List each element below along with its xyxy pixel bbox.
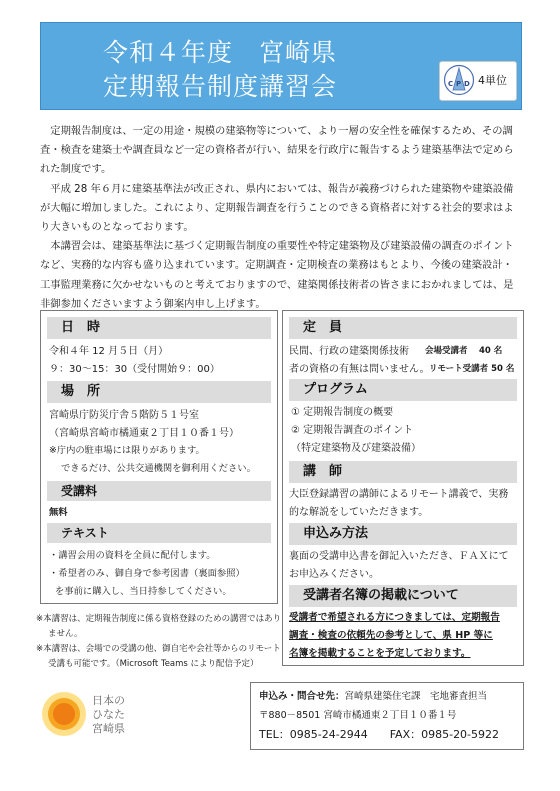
cpd-units: 4単位 xyxy=(478,74,507,87)
program-item-3: （特定建築物及び建築設備） xyxy=(291,443,421,454)
text-line-3: を事前に購入し、当日持参してください。 xyxy=(55,586,232,597)
roster-heading: 受講者名簿の掲載について xyxy=(289,585,517,607)
place-line-2: （宮崎県宮崎市橘通東２丁目１０番１号） xyxy=(49,428,239,439)
venue-capacity: 会場受講者 40 名 xyxy=(425,346,503,356)
place-line-1: 宮崎県庁防災庁舎５階防５１号室 xyxy=(49,410,199,421)
title-line-2: 定期報告制度講習会 xyxy=(103,72,338,101)
intro-paragraph-3: 本講習会は、建築基準法に基づく定期報告制度の重要性や特定建築物及び建築設備の調査のポイントなど、実務的な内容も盛り込まれています。定期調査・定期検査の業務はもとより、今後の建築設計・工事監理業務に欠かせないものと考えておりますので、建築関係技術者の皆さまにおかれましては、是非御参加くださいますよう御案内申し上げます。 xyxy=(40,240,514,310)
intro-text xyxy=(40,122,522,314)
date-line-2: ９：30～15：30（受付開始９：00） xyxy=(49,364,220,375)
sun-logo-icon xyxy=(40,690,88,738)
svg-text:D: D xyxy=(464,80,470,88)
footnotes xyxy=(36,612,286,672)
capacity-line-2: 者の資格の有無は問いません。 xyxy=(289,364,430,375)
left-info-panel xyxy=(40,310,278,604)
fee-heading: 受講料 xyxy=(47,481,271,501)
date-heading: 日 時 xyxy=(47,317,271,339)
capacity-line-1: 民間、行政の建築関係技術 xyxy=(289,346,409,357)
svg-text:C: C xyxy=(448,80,454,88)
fee-value: 無料 xyxy=(49,507,68,518)
intro-paragraph-1: 定期報告制度は、一定の用途・規模の建築物等について、より一層の安全性を確保するため、その調査・検査を建築士や調査員など一定の資格者が行い、結果を行政庁に報告するよう建築基準法で定められた制度です。 xyxy=(40,125,514,176)
cpd-badge xyxy=(439,61,517,101)
apply-heading: 申込み方法 xyxy=(289,523,517,545)
contact-address: 〒880－8501 宮崎市橘通東２丁目１０番１号 xyxy=(259,710,457,721)
intro-paragraph-2: 平成 28 年６月に建築基準法が改正され、県内においては、報告が義務づけられた建築物や建築設備が大幅に増加しました。これにより、定期報告調査を行うことのできる資格者に対する社会的要求はより大きいものとなっております。 xyxy=(40,182,514,234)
cpd-logo-icon xyxy=(443,64,475,96)
title-banner xyxy=(40,22,522,110)
svg-text:P: P xyxy=(456,80,462,88)
text-heading: テキスト xyxy=(47,523,271,543)
place-line-4: できるだけ、公共交通機関を御利用ください。 xyxy=(61,463,256,474)
text-line-2: ・希望者のみ、御自身で参考図書（裏面参照） xyxy=(49,568,245,579)
prefecture-logo-text: 日本のひなた宮崎県 xyxy=(92,694,125,735)
roster-line-2: 調査・検査の依頼先の参考として、県 HP 等に xyxy=(289,630,493,641)
contact-box xyxy=(250,682,524,750)
footnote-1: ※本講習は、定期報告制度に係る資格登録のための講習ではありません。 xyxy=(36,614,282,639)
roster-line-1: 受講者で希望される方につきましては、定期報告 xyxy=(289,612,500,623)
lecturer-line-1: 大臣登録講習の講師によるリモート講義で、実務 xyxy=(289,489,509,500)
capacity-heading: 定 員 xyxy=(289,317,517,339)
place-heading: 場 所 xyxy=(47,381,271,403)
lecturer-line-2: 的な解説をしていただきます。 xyxy=(289,507,429,518)
contact-phone-fax: TEL：0985-24-2944 FAX：0985-20-5922 xyxy=(259,728,500,741)
program-heading: プログラム xyxy=(289,379,517,401)
place-line-3: ※庁内の駐車場には限りがあります。 xyxy=(49,445,205,456)
date-line-1: 令和４年 12 月５日（月） xyxy=(49,346,169,357)
contact-organization: 宮崎県建築住宅課 宅地審査担当 xyxy=(344,691,488,702)
roster-line-3: 名簿を掲載することを予定しております。 xyxy=(289,648,471,659)
program-item-1: ① 定期報告制度の概要 xyxy=(291,407,394,418)
apply-line-2: お申込みください。 xyxy=(289,569,379,580)
footnote-2: ※本講習は、会場での受講の他、御自宅や会社等からのリモート受講も可能です。（Microsoft Teams により配信予定） xyxy=(36,644,281,669)
apply-line-1: 裏面の受講申込書を御記入いただき、ＦＡＸにて xyxy=(289,551,509,562)
remote-capacity: リモート受講者 50 名 xyxy=(429,364,515,374)
text-line-1: ・講習会用の資料を全員に配付します。 xyxy=(49,550,216,561)
lecturer-heading: 講 師 xyxy=(289,461,517,483)
contact-label: 申込み・問合せ先： xyxy=(259,691,345,702)
title-line-1: 令和４年度 宮崎県 xyxy=(103,38,338,67)
right-info-panel xyxy=(282,310,524,666)
program-item-2: ② 定期報告調査のポイント xyxy=(291,425,414,436)
